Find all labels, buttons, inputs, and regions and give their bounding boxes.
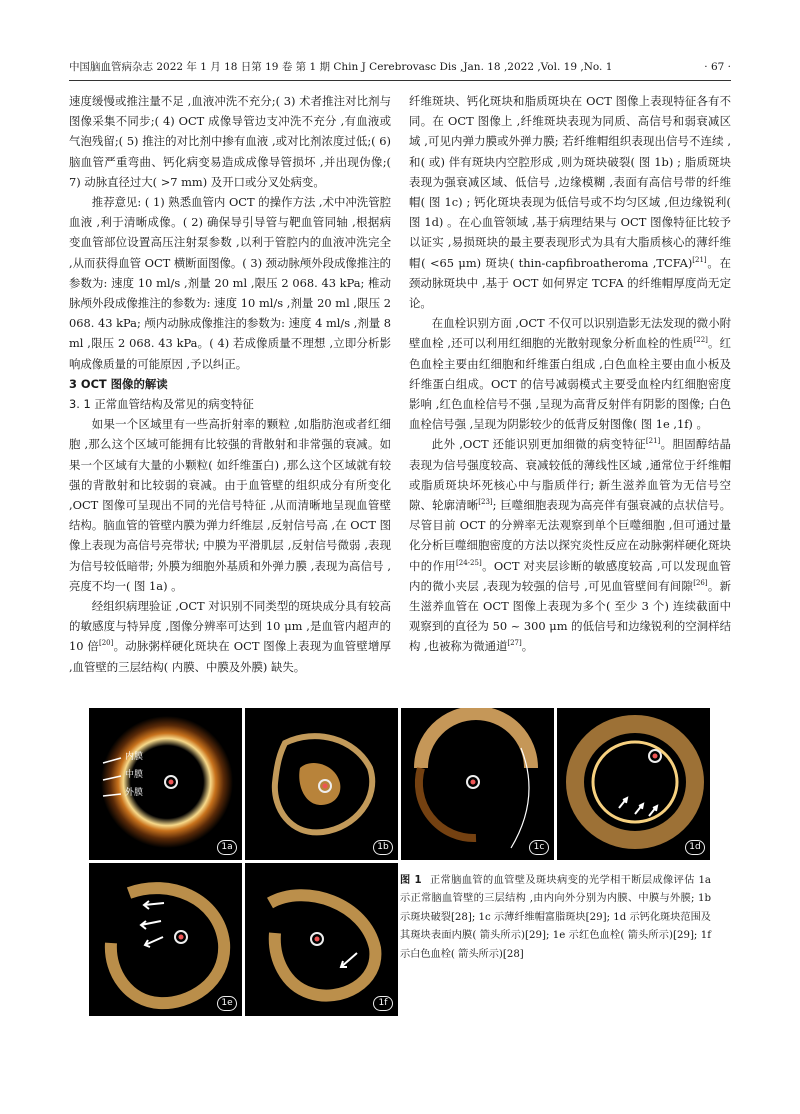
label-intima: 内膜: [125, 752, 144, 762]
paragraph: 如果一个区域里有一些高折射率的颗粒 ,如脂肪泡或者红细胞 ,那么这个区域可能拥有比较强的背散射和非常强的衰减。如果一个区域有大量的小颗粒( 如纤维蛋白) ,那么这个区域就有较强的背散射和比较弱的衰减。由于血管壁的组织成分有所变化 ,OCT 图像可呈现出不同的光信号特征 ,从而清晰地呈现血管壁结构。脑血管的管壁内膜为弹力纤维层 ,反射信号高 ,在 OCT 图像上表现为高信号亮带状; 中膜为平滑肌层 ,反射信号微弱 ,表现为信号较低暗带; 外膜为细胞外基质和外弹力膜 ,表现为高信号 ,亮度不均一( 图 1a) 。: [69, 417, 391, 593]
oct-panel-1a: [89, 708, 242, 860]
citation-ref: [22]: [693, 336, 708, 345]
page-number: · 67 ·: [704, 61, 731, 73]
label-adventitia: 外膜: [125, 788, 144, 798]
panel-label: 1a: [217, 840, 237, 855]
panel-label: 1c: [529, 840, 549, 855]
citation-ref: [20]: [99, 639, 114, 648]
subsection-heading: 3. 1 正常血管结构及常见的病变特征: [69, 397, 254, 412]
paragraph: 在血栓识别方面 ,OCT 不仅可以识别造影无法发现的微小附壁血栓 ,还可以利用红细胞的光散射现象分析血栓的性质[22]。红色血栓主要由红细胞和纤维蛋白组成 ,白色血栓主要由血小板及纤维蛋白组成。OCT 的信号减弱模式主要受血栓内红细胞密度影响 ,红色血栓信号不强 ,呈现为高背反射伴有阴影的图像; 白色血栓信号强 ,呈现为阴影较少的低背反射图像( 图 1e ,1f) 。: [409, 316, 731, 432]
running-header: [69, 57, 731, 77]
figure-label: 图 1: [400, 875, 422, 886]
panel-label: 1b: [373, 840, 393, 855]
panel-label: 1f: [373, 996, 393, 1011]
paragraph: 纤维斑块、钙化斑块和脂质斑块在 OCT 图像上表现特征各有不同。在 OCT 图像上 ,纤维斑块表现为同质、高信号和弱衰减区域 ,可见内弹力膜或外弹力膜; 若纤维帽组织表现出信号不连续 ,和( 或) 伴有斑块内空腔形成 ,则为斑块破裂( 图 1b) ; 脂质斑块表现为强衰减区域、低信号 ,边缘模糊 ,表面有高信号带的纤维帽( 图 1c) ; 钙化斑块表现为低信号或不均匀区域 ,但边缘锐利( 图 1d) 。在心血管领域 ,基于病理结果与 OCT 图像特征比较予以证实 ,易损斑块的最主要表现形式为具有大脂质核心的薄纤维帽( <65 μm) 斑块( thin-capfibroatheroma ,TCFA)[21]。在颈动脉斑块中 ,基于 OCT 如何界定 TCFA 的纤维帽厚度尚无定论。: [409, 94, 731, 311]
section-heading: 3 OCT 图像的解读: [69, 376, 168, 391]
journal-citation: 中国脑血管病杂志 2022 年 1 月 18 日第 19 卷 第 1 期 Chin J Cerebrovasc Dis ,Jan. 18 ,2022 ,Vol. 19 ,No. 1: [69, 61, 613, 73]
citation-ref: [24-25]: [456, 558, 482, 567]
label-media: 中膜: [125, 770, 144, 780]
recommendation-paragraph: 推荐意见: ( 1) 熟悉血管内 OCT 的操作方法 ,术中冲洗管腔血液 ,利于清晰成像。( 2) 确保导引导管与靶血管同轴 ,根据病变血管部位设置高压注射泵参数 ,以利于管腔内的血液冲洗完全 ,从而获得血管 OCT 横断面图像。( 3) 颈动脉颅外段成像推注的参数为: 速度 10 ml/s ,剂量 20 ml ,限压 2 068. 43 kPa; 椎动脉颅外段成像推注的参数为: 速度 10 ml/s ,剂量 20 ml ,限压 2 068. 43 kPa; 颅内动脉成像推注的参数为: 速度 4 ml/s ,剂量 8 ml ,限压 2 068. 43 kPa。( 4) 若成像质量不理想 ,立即分析影响成像质量的可能原因 ,予以纠正。: [69, 195, 391, 371]
figure-caption-text: 正常脑血管的血管壁及斑块病变的光学相干断层成像评估 1a 示正常脑血管壁的三层结构 ,由内向外分别为内膜、中膜与外膜; 1b 示斑块破裂[28]; 1c 示薄纤维帽富脂斑块[29]; 1d 示钙化斑块范围及其斑块表面内膜( 箭头所示)[29]; 1e 示红色血栓( 箭头所示)[29]; 1f 示白色血栓( 箭头所示)[28]: [400, 875, 712, 960]
left-column: [69, 91, 391, 677]
oct-panel-1b: [245, 708, 398, 860]
oct-panel-1d: [557, 708, 710, 860]
citation-ref: [23]: [478, 498, 493, 507]
paragraph: 速度缓慢或推注量不足 ,血液冲洗不充分;( 3) 术者推注对比剂与图像采集不同步;( 4) OCT 成像导管边支冲洗不充分 ,有血液或气泡残留;( 5) 推注的对比剂中掺有血液 ,或对比剂浓度过低;( 6) 脑血管严重弯曲、钙化病变易造成成像导管损坏 ,并出现伪像;( 7) 动脉直径过大( >7 mm) 及开口或分叉处病变。: [69, 94, 391, 189]
paragraph: 经组织病理验证 ,OCT 对识别不同类型的斑块成分具有较高的敏感度与特异度 ,图像分辨率可达到 10 μm ,是血管内超声的 10 倍[20]。动脉粥样硬化斑块在 OCT 图像上表现为血管壁增厚 ,血管壁的三层结构( 内膜、中膜及外膜) 缺失。: [69, 599, 391, 674]
oct-panel-1c: [401, 708, 554, 860]
panel-label: 1e: [217, 996, 237, 1011]
citation-ref: [27]: [507, 639, 522, 648]
header-rule: [69, 80, 731, 81]
citation-ref: [21]: [692, 255, 707, 264]
panel-label: 1d: [685, 840, 705, 855]
oct-panel-1f: [245, 863, 398, 1016]
citation-ref: [21]: [645, 437, 661, 446]
paragraph: 此外 ,OCT 还能识别更加细微的病变特征[21]。胆固醇结晶表现为信号强度较高、衰减较低的薄线性区域 ,通常位于纤维帽或脂质斑块坏死核心中与脂质伴行; 新生滋养血管为无信号空隙、轮廓清晰[23]; 巨噬细胞表现为高亮伴有强衰减的点状信号。尽管目前 OCT 的分辨率无法观察到单个巨噬细胞 ,但可通过量化分析巨噬细胞密度的方法以探究炎性反应在动脉粥样硬化斑块中的作用[24-25]。OCT 对夹层诊断的敏感度较高 ,可以发现血管内的微小夹层 ,表现为较强的信号 ,可见血管壁间有间隙[26]。新生滋养血管在 OCT 图像上表现为多个( 至少 3 个) 连续截面中观察到的直径为 50 ~ 300 μm 的低信号和边缘锐利的空洞样结构 ,也被称为微通道[27]。: [409, 437, 731, 654]
oct-panel-1e: [89, 863, 242, 1016]
citation-ref: [26]: [693, 579, 708, 588]
figure-caption: [400, 872, 711, 964]
right-column: [409, 91, 731, 657]
